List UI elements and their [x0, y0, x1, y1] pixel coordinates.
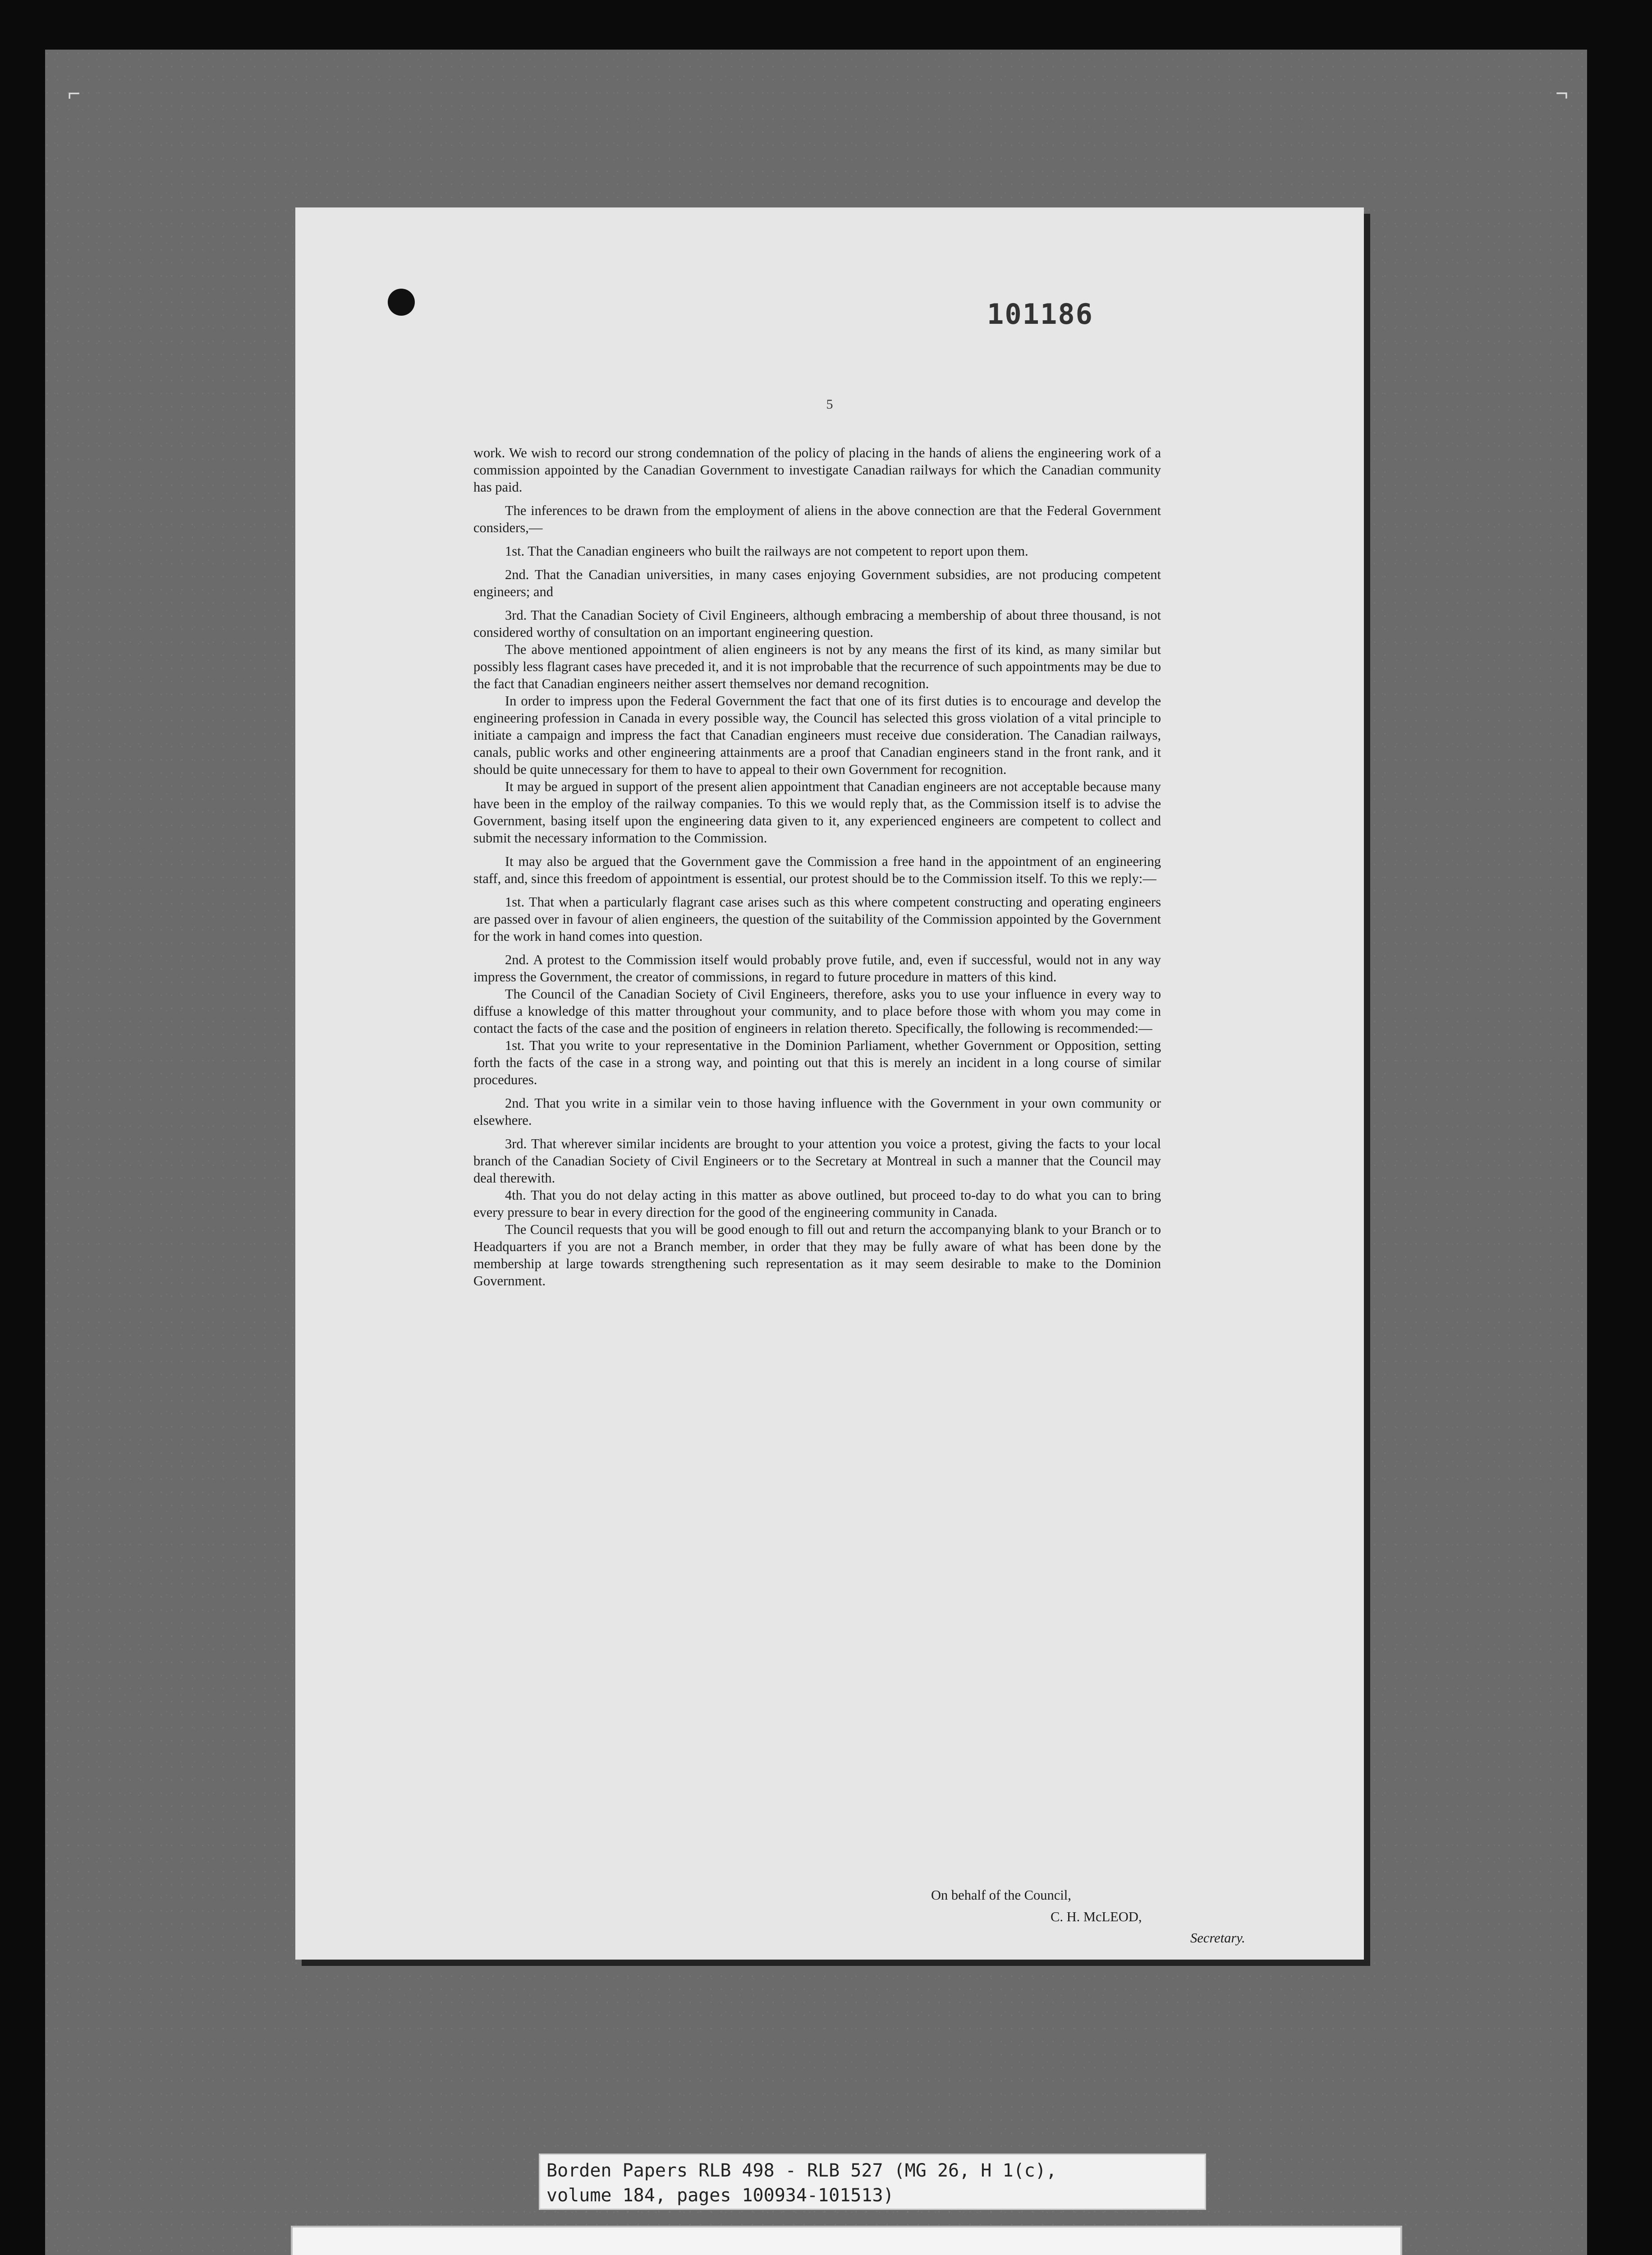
paragraph: 3rd. That the Canadian Society of Civil Engineers, although embracing a membership of about three thousand, is not considered worthy of consultation on an important engineering question.: [473, 607, 1161, 640]
paragraph: It may be argued in support of the present alien appointment that Canadian engineers are not acceptable because many have been in the employ of the railway companies. To this we would reply that, as the Commission itself is to advise the Government, basing itself upon the engineering data given to it, any experienced engineers are competent to collect and submit the necessary information to the Commission.: [473, 779, 1161, 846]
punch-hole-icon: [388, 289, 415, 316]
paragraph: The Council requests that you will be good enough to fill out and return the accompanying blank to your Branch or to Headquarters if you are not a Branch member, in order that they may be fully aware of what has been done by the membership at large towards strengthening such representation as it may seem desirable to make to the Dominion Government.: [473, 1222, 1161, 1289]
paragraph: 2nd. That the Canadian universities, in many cases enjoying Government subsidies, are not producing competent engineers; and: [473, 567, 1161, 599]
paragraph: The above mentioned appointment of alien engineers is not by any means the first of its kind, as many similar but possibly less flagrant cases have preceded it, and it is not improbable that the recurrence of such appointments may be due to the fact that Canadian engineers neither assert themselves nor demand recognition.: [473, 642, 1161, 691]
letter-body: [473, 444, 1161, 1289]
closing-line: On behalf of the Council,: [931, 1887, 1071, 1903]
page-stamp-number: 101186: [987, 298, 1093, 331]
paragraph: 4th. That you do not delay acting in this matter as above outlined, but proceed to-day to do what you can to bring every pressure to bear in every direction for the good of the engineering community in Canada.: [473, 1187, 1161, 1220]
catalog-line: volume 184, pages 100934-101513): [546, 2185, 894, 2206]
paragraph: 1st. That you write to your representative in the Dominion Parliament, whether Government or Opposition, setting forth the facts of the case in a strong way, and pointing out that this is merely an incident in a long course of similar procedures.: [473, 1038, 1161, 1087]
paragraph: 2nd. That you write in a similar vein to those having influence with the Government in your own community or elsewhere.: [473, 1095, 1161, 1128]
document-page: [295, 207, 1364, 1960]
paragraph: 2nd. A protest to the Commission itself would probably prove futile, and, even if successful, would not in any way impress the Government, the creator of commissions, in regard to future procedure in matters of this kind.: [473, 952, 1161, 985]
signatory-name: C. H. McLEOD,: [1051, 1909, 1142, 1924]
paragraph: 1st. That when a particularly flagrant case arises such as this where competent constructing and operating engineers are passed over in favour of alien engineers, the question of the suitability of the Commission appointed by the Government for the work in hand comes into question.: [473, 894, 1161, 944]
corner-mark: ⌐: [68, 82, 81, 106]
catalog-line: Borden Papers RLB 498 - RLB 527 (MG 26, H 1(c),: [546, 2160, 1057, 2181]
catalog-label: [539, 2154, 1206, 2210]
paragraph: It may also be argued that the Government gave the Commission a free hand in the appointment of an engineering staff, and, since this freedom of appointment is essential, our protest should be to the Commission itself. To this we reply:—: [473, 854, 1161, 886]
paragraph: 3rd. That wherever similar incidents are brought to your attention you voice a protest, giving the facts to your local branch of the Canadian Society of Civil Engineers or to the Secretary at Montreal in such a manner that the Council may deal therewith.: [473, 1136, 1161, 1186]
signatory-title: Secretary.: [1190, 1930, 1245, 1946]
paragraph: work. We wish to record our strong condemnation of the policy of placing in the hands of aliens the engineering work of a commission appointed by the Canadian Government to investigate Canadian railways for which the Canadian community has paid.: [473, 445, 1161, 495]
paragraph: In order to impress upon the Federal Government the fact that one of its first duties is to encourage and develop the engineering profession in Canada in every possible way, the Council has selected this gross violation of a vital principle to initiate a campaign and impress the fact that Canadian engineers must receive due consideration. The Canadian railways, canals, public works and other engineering attainments are a proof that Canadian engineers stand in the front rank, and it should be quite unnecessary for them to have to appeal to their own Government for recognition.: [473, 693, 1161, 777]
paragraph: 1st. That the Canadian engineers who built the railways are not competent to report upon them.: [505, 543, 1028, 559]
corner-mark: ¬: [1556, 82, 1569, 106]
paragraph: The inferences to be drawn from the employment of aliens in the above connection are that the Federal Government considers,—: [473, 503, 1161, 535]
page-number: 5: [826, 397, 833, 412]
paragraph: The Council of the Canadian Society of Civil Engineers, therefore, asks you to use your influence in every way to diffuse a knowledge of this matter throughout your community, and to place before those with whom you may come in contact the facts of the case and the position of engineers in relation thereto. Specifically, the following is recommended:—: [473, 986, 1161, 1036]
archive-banner: [291, 2226, 1402, 2255]
